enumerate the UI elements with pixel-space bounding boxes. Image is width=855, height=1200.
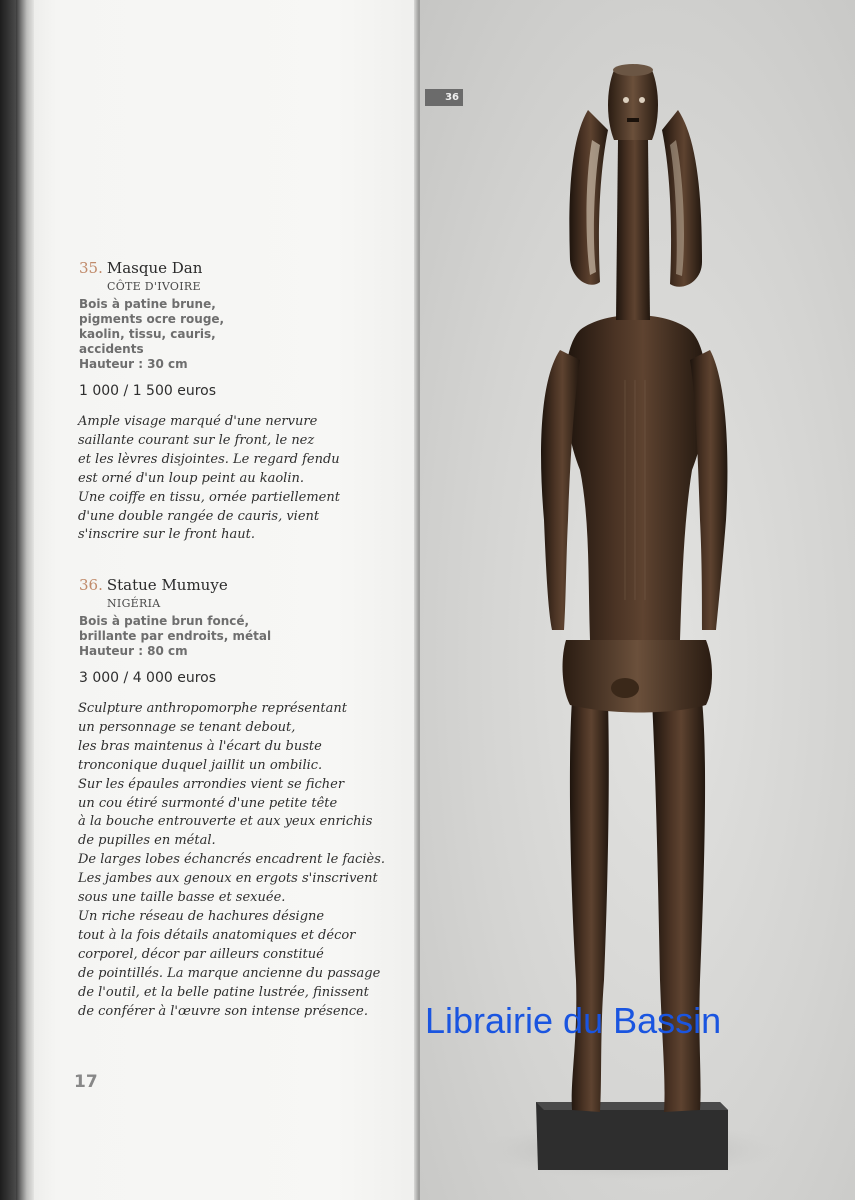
desc-line: Une coiffe en tissu, ornée partiellement (78, 489, 340, 505)
spec-line: accidents (79, 342, 144, 356)
spec-line: Hauteur : 80 cm (79, 644, 188, 658)
desc-line: Les jambes aux genoux en ergots s'inscrivent (78, 871, 378, 887)
desc-line: de pointillés. La marque ancienne du passage (78, 965, 381, 981)
page-tag-36: 36 (425, 89, 463, 106)
desc-line: De larges lobes échancrés encadrent le faciès. (78, 852, 385, 868)
entry-36-description (78, 700, 385, 1021)
desc-line: les bras maintenus à l'écart du buste (78, 738, 322, 754)
desc-line: à la bouche entrouverte et aux yeux enrichis (78, 814, 373, 830)
desc-line: de conférer à l'œuvre son intense présence. (78, 1003, 369, 1019)
entry-35-origin: CÔTE D'IVOIRE (107, 280, 201, 293)
entry-36-name: Statue Mumuye (106, 576, 228, 594)
desc-line: un cou étiré surmonté d'une petite tête (78, 795, 338, 811)
desc-line: de l'outil, et la belle patine lustrée, finissent (78, 984, 369, 1000)
desc-line: de pupilles en métal. (78, 833, 216, 849)
entry-35-number: 35. (79, 259, 103, 277)
entry-36-origin: NIGÉRIA (107, 597, 161, 610)
desc-line: sous une taille basse et sexuée. (78, 890, 286, 906)
spec-line: Bois à patine brune, (79, 297, 216, 311)
entry-36-price: 3 000 / 4 000 euros (79, 670, 217, 686)
entry-36-specs (79, 614, 271, 659)
desc-line: corporel, décor par ailleurs constitué (78, 946, 324, 962)
spec-line: Bois à patine brun foncé, (79, 614, 250, 628)
desc-line: s'inscrire sur le front haut. (78, 527, 255, 543)
entry-35-name: Masque Dan (106, 259, 203, 277)
desc-line: saillante courant sur le front, le nez (78, 432, 315, 448)
desc-line: Sur les épaules arrondies vient se ficher (78, 776, 345, 792)
desc-line: un personnage se tenant debout, (78, 719, 296, 735)
entry-36-title (79, 576, 228, 594)
desc-line: Ample visage marqué d'une nervure (78, 414, 318, 429)
book-edge (0, 0, 16, 1200)
desc-line: d'une double rangée de cauris, vient (78, 508, 320, 524)
desc-line: tout à la fois détails anatomiques et décor (78, 927, 356, 943)
spec-line: Hauteur : 30 cm (79, 357, 188, 371)
desc-line: tronconique duquel jaillit un ombilic. (78, 757, 323, 773)
entry-35-description (78, 413, 340, 545)
desc-line: et les lèvres disjointes. Le regard fendu (78, 451, 340, 467)
spec-line: pigments ocre rouge, (79, 312, 225, 326)
desc-line: Sculpture anthropomorphe représentant (78, 701, 347, 716)
left-page-shadow (16, 0, 34, 1200)
entry-36-number: 36. (79, 576, 103, 594)
entry-35-specs (79, 297, 224, 372)
spec-line: brillante par endroits, métal (79, 629, 272, 643)
watermark-text: Librairie du Bassin (425, 1000, 722, 1041)
page-number: 17 (74, 1072, 98, 1092)
entry-35-title (79, 259, 202, 277)
spec-line: kaolin, tissu, cauris, (79, 327, 216, 341)
desc-line: Un riche réseau de hachures désigne (78, 908, 325, 924)
entry-35-price: 1 000 / 1 500 euros (79, 383, 217, 399)
desc-line: est orné d'un loup peint au kaolin. (78, 470, 304, 486)
